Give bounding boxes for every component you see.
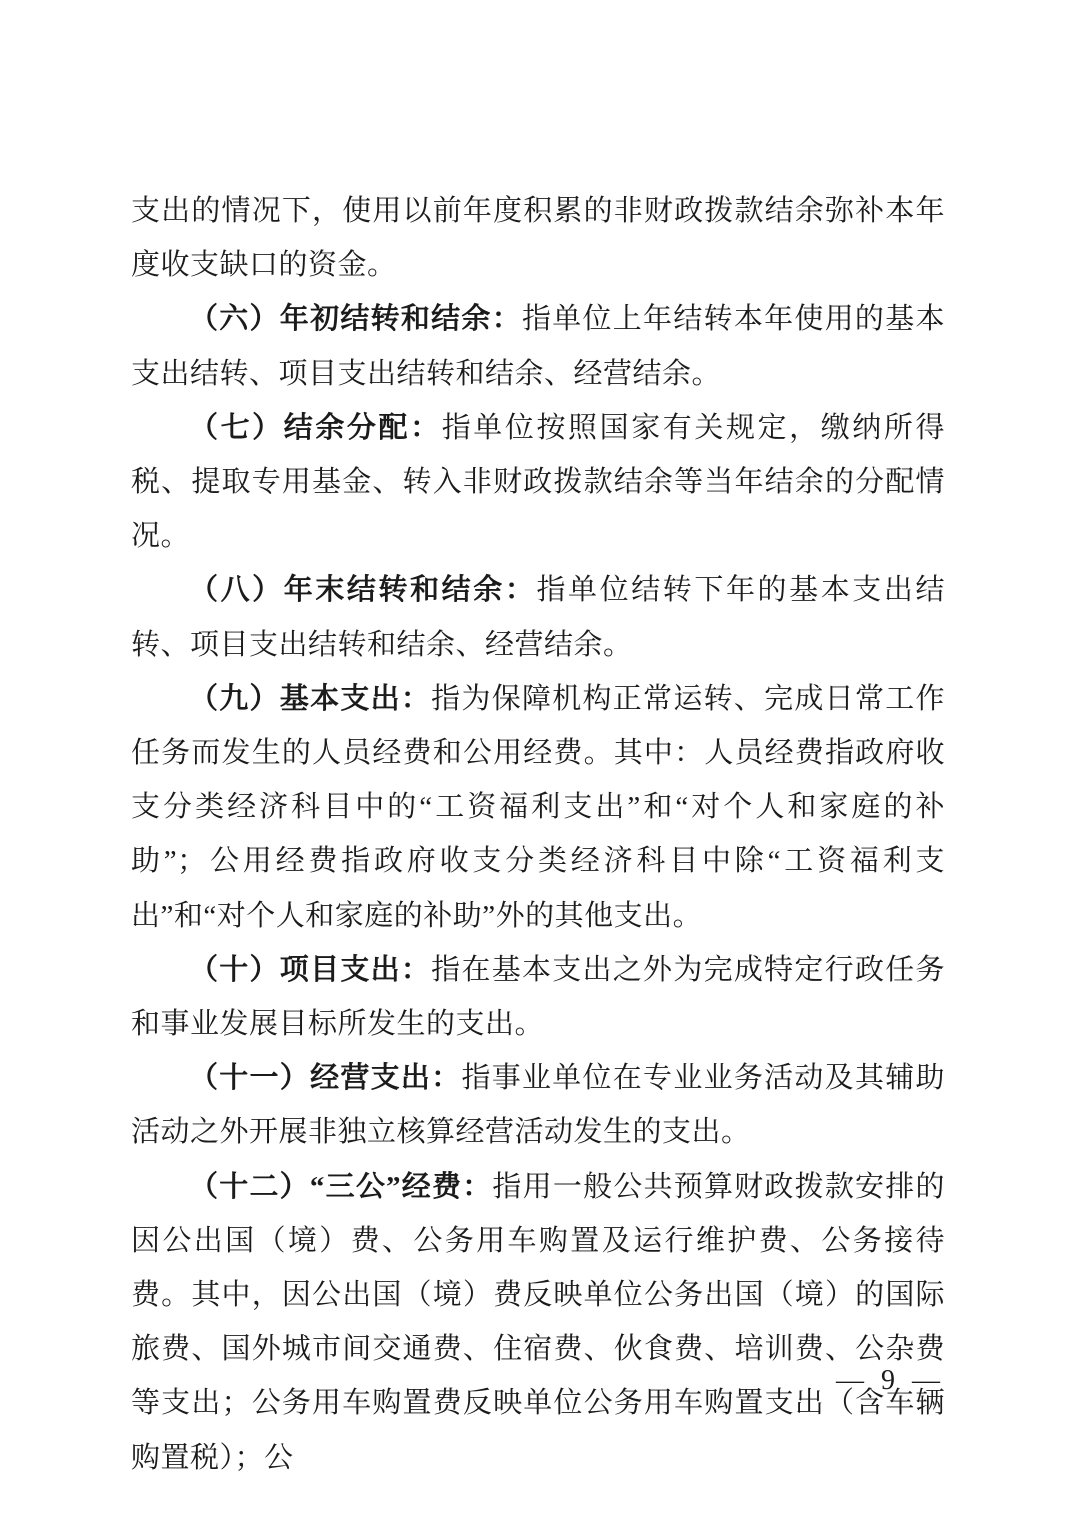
term-label: （十二）“三公”经费： <box>189 1170 493 1203</box>
paragraph <box>131 672 945 943</box>
paragraph-text: 指单位按照国家有关规定，缴纳所得税、提取专用基金、转入非财政拨款结余等当年结余的分配情况。 <box>131 411 945 553</box>
paragraph <box>131 184 945 292</box>
paragraph <box>131 292 945 400</box>
term-label: （十）项目支出： <box>189 953 432 986</box>
paragraph-text: 支出的情况下，使用以前年度积累的非财政拨款结余弥补本年度收支缺口的资金。 <box>131 195 945 282</box>
paragraph <box>131 1051 945 1159</box>
document-body <box>131 184 945 1485</box>
paragraph <box>131 401 945 564</box>
paragraph-text: 指单位上年结转本年使用的基本支出结转、项目支出结转和结余、经营结余。 <box>131 303 945 390</box>
term-label: （六）年初结转和结余： <box>189 303 522 336</box>
page-number: — 9 — <box>836 1365 945 1396</box>
paragraph <box>131 1160 945 1485</box>
term-label: （九）基本支出： <box>189 682 432 715</box>
paragraph-text: 指事业单位在专业业务活动及其辅助活动之外开展非独立核算经营活动发生的支出。 <box>131 1062 945 1149</box>
paragraph-text: 指为保障机构正常运转、完成日常工作任务而发生的人员经费和公用经费。其中：人员经费指政府收支分类经济科目中的“工资福利支出”和“对个人和家庭的补助”；公用经费指政府收支分类经济科目中除“工资福利支出”和“对个人和家庭的补助”外的其他支出。 <box>131 682 945 932</box>
paragraph-text: 指在基本支出之外为完成特定行政任务和事业发展目标所发生的支出。 <box>131 953 945 1041</box>
paragraph-text: 指用一般公共预算财政拨款安排的因公出国（境）费、公务用车购置及运行维护费、公务接待费。其中，因公出国（境）费反映单位公务出国（境）的国际旅费、国外城市间交通费、住宿费、伙食费、培训费、公杂费等支出；公务用车购置费反映单位公务用车购置支出（含车辆购置税）；公 <box>131 1170 945 1474</box>
paragraph <box>131 943 945 1051</box>
paragraph-text: 指单位结转下年的基本支出结转、项目支出结转和结余、经营结余。 <box>131 574 945 661</box>
term-label: （七）结余分配： <box>189 411 442 444</box>
term-label: （十一）经营支出： <box>189 1062 462 1095</box>
paragraph <box>131 563 945 671</box>
term-label: （八）年末结转和结余： <box>189 574 537 607</box>
